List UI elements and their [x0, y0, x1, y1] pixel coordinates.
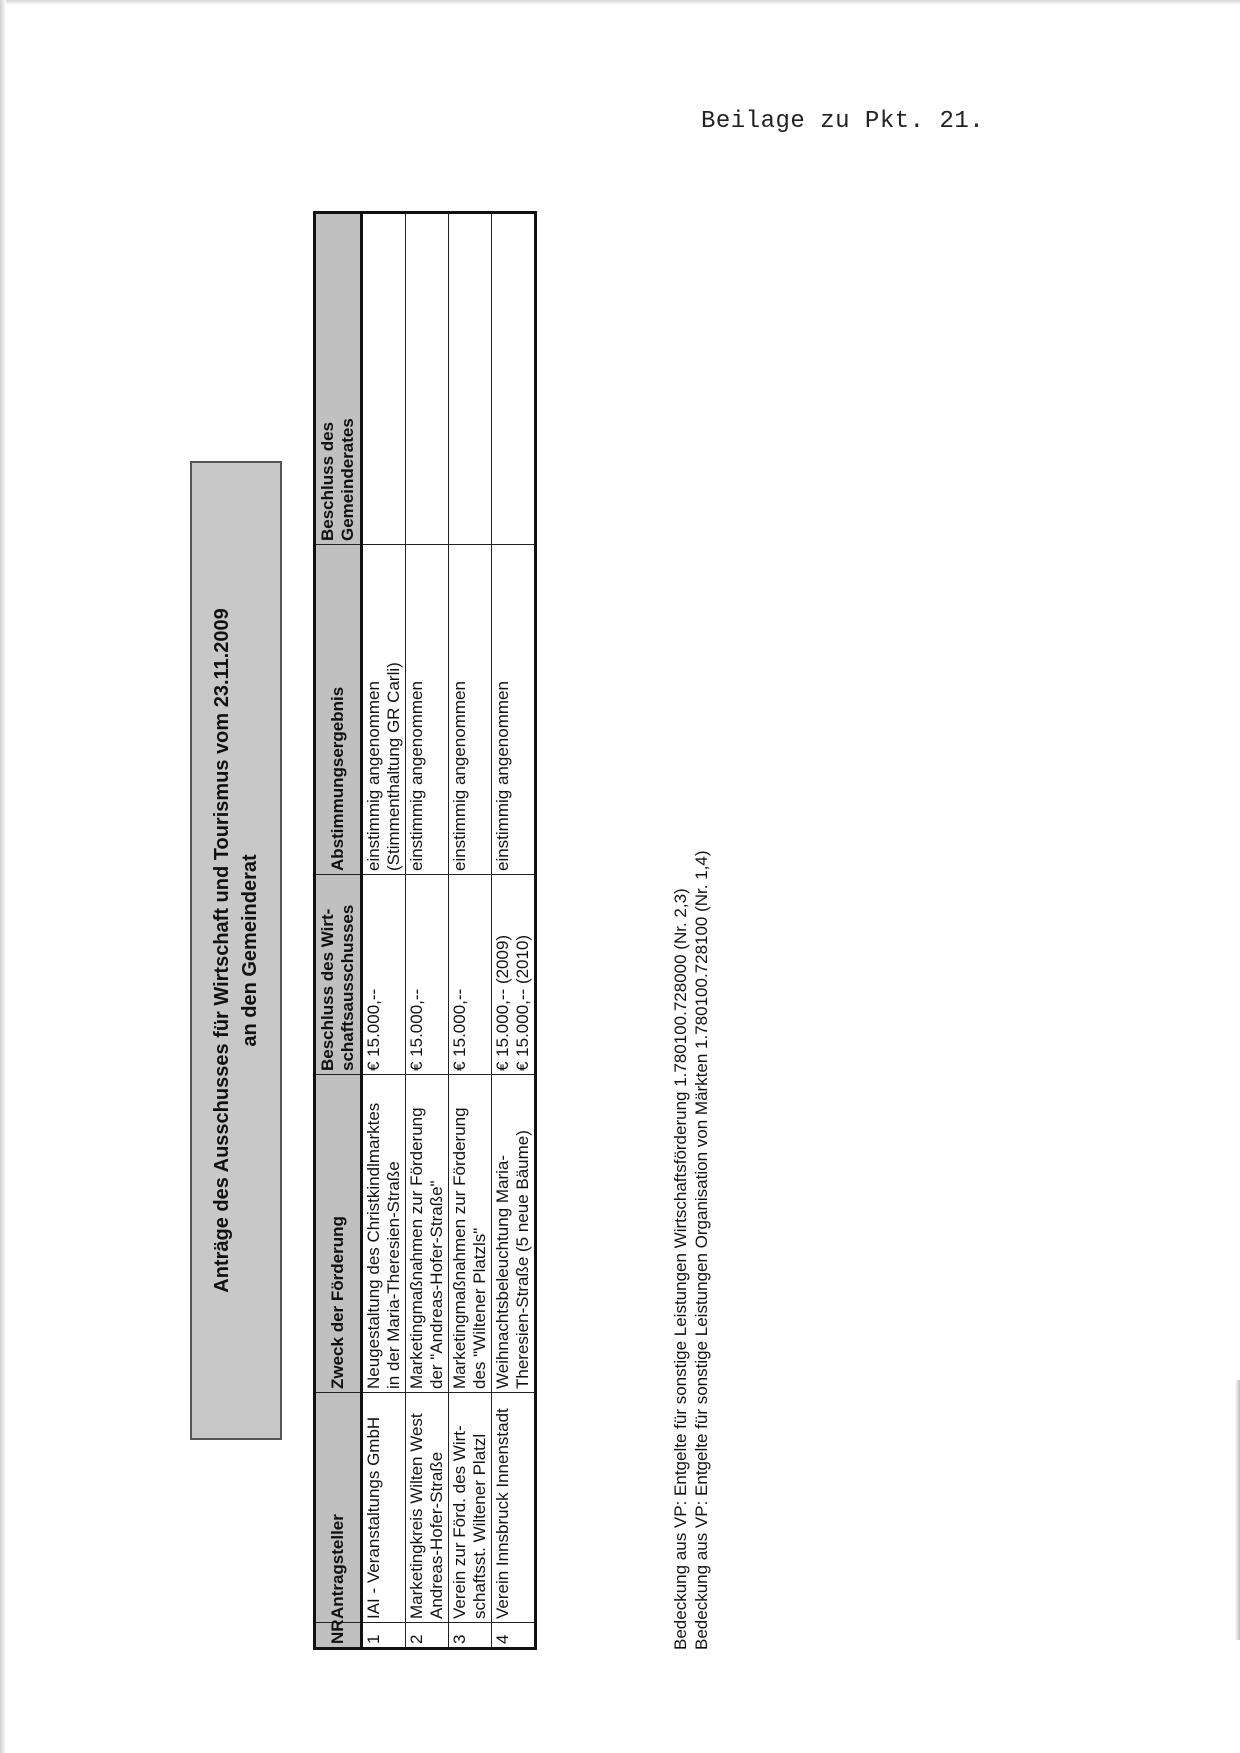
header-council-decision-line-2: Gemeinderates — [338, 418, 357, 541]
cell-purpose-line: Neugestaltung des Christkindlmarktes — [364, 1102, 383, 1389]
cell-purpose-line: Marketingmaßnahmen zur Förderung — [450, 1107, 469, 1389]
cell-vote — [492, 545, 536, 875]
header-purpose: Zweck der Förderung — [315, 1075, 362, 1393]
table-header-row — [315, 213, 362, 1649]
cell-applicant-line: IAI - Veranstaltungs GmbH — [364, 1416, 383, 1619]
header-applicant: Antragsteller — [315, 1393, 362, 1623]
cell-council-decision — [406, 213, 449, 545]
rotated-document-body — [190, 250, 760, 1650]
annex-label: Beilage zu Pkt. 21. — [701, 108, 985, 135]
cell-council-decision — [492, 213, 536, 545]
title-line-1: Anträge des Ausschusses für Wirtschaft und Tourismus vom 23.11.2009 — [211, 608, 233, 1293]
cell-vote-line: einstimmig angenommen — [493, 681, 512, 871]
cell-applicant-line: Andreas-Hofer-Straße — [427, 1451, 446, 1619]
cell-amount — [362, 875, 406, 1075]
header-vote: Abstimmungsergebnis — [315, 545, 362, 875]
cell-applicant-line: Verein Innsbruck Innenstadt — [493, 1408, 512, 1619]
header-committee-decision-line-2: schaftsausschusses — [338, 904, 357, 1071]
cell-vote-line: einstimmig angenommen — [364, 681, 383, 871]
cell-amount-line: € 15.000,-- (2010) — [513, 934, 532, 1071]
cell-nr: 4 — [492, 1623, 536, 1649]
cell-council-decision — [449, 213, 492, 545]
cell-vote — [406, 545, 449, 875]
cell-purpose-line: Marketingmaßnahmen zur Förderung — [407, 1107, 426, 1389]
cell-amount-line: € 15.000,-- (2009) — [493, 934, 512, 1071]
cell-purpose — [406, 1075, 449, 1393]
funding-notes — [670, 850, 712, 1650]
header-committee-decision-line-1: Beschluss des Wirt- — [318, 908, 337, 1071]
cell-purpose-line: der "Andreas-Hofer-Straße" — [427, 1180, 446, 1389]
funding-note-line-2: Bedeckung aus VP: Entgelte für sonstige Leistungen Organisation von Märkten 1.780100.728100 (Nr. 1,4) — [692, 850, 711, 1650]
cell-purpose — [492, 1075, 536, 1393]
cell-nr: 3 — [449, 1623, 492, 1649]
cell-applicant-line: Verein zur Förd. des Wirt- — [450, 1425, 469, 1619]
cell-purpose-line: Theresien-Straße (5 neue Bäume) — [513, 1130, 532, 1389]
cell-applicant — [406, 1393, 449, 1623]
scan-edge-right — [1235, 1380, 1240, 1640]
cell-nr: 1 — [362, 1623, 406, 1649]
cell-nr: 2 — [406, 1623, 449, 1649]
cell-purpose-line: in der Maria-Theresien-Straße — [384, 1161, 403, 1389]
title-line-2: an den Gemeinderat — [239, 854, 261, 1047]
cell-applicant — [362, 1393, 406, 1623]
header-committee-decision — [315, 875, 362, 1075]
cell-amount-line: € 15.000,-- — [450, 988, 469, 1071]
table-row — [492, 213, 536, 1649]
cell-vote — [362, 545, 406, 875]
funding-note-line-1: Bedeckung aus VP: Entgelte für sonstige Leistungen Wirtschaftsförderung 1.780100.728000 (Nr. 2,3) — [671, 888, 690, 1650]
cell-applicant-line: Marketingkreis Wilten West — [407, 1413, 426, 1619]
cell-vote-line: (Stimmenthaltung GR Carli) — [384, 662, 403, 871]
table-row — [406, 213, 449, 1649]
cell-purpose — [449, 1075, 492, 1393]
cell-applicant — [449, 1393, 492, 1623]
cell-amount — [406, 875, 449, 1075]
scan-edge-left — [0, 0, 6, 1753]
cell-vote-line: einstimmig angenommen — [450, 681, 469, 871]
header-council-decision — [315, 213, 362, 545]
cell-purpose-line: Weihnachtsbeleuchtung Maria- — [493, 1154, 512, 1389]
table-row — [449, 213, 492, 1649]
cell-vote — [449, 545, 492, 875]
document-title — [190, 461, 282, 1440]
cell-amount — [492, 875, 536, 1075]
header-council-decision-line-1: Beschluss des — [318, 421, 337, 541]
cell-applicant — [492, 1393, 536, 1623]
cell-purpose-line: des "Wiltener Platzls" — [470, 1227, 489, 1389]
header-nr: NR — [315, 1623, 362, 1649]
cell-amount — [449, 875, 492, 1075]
applications-table — [313, 211, 537, 1650]
scan-edge-top — [0, 0, 1240, 5]
cell-vote-line: einstimmig angenommen — [407, 681, 426, 871]
cell-purpose — [362, 1075, 406, 1393]
cell-amount-line: € 15.000,-- — [407, 988, 426, 1071]
cell-council-decision — [362, 213, 406, 545]
cell-amount-line: € 15.000,-- — [364, 988, 383, 1071]
cell-applicant-line: schaftsst. Wiltener Platzl — [470, 1433, 489, 1619]
table-row — [362, 213, 406, 1649]
